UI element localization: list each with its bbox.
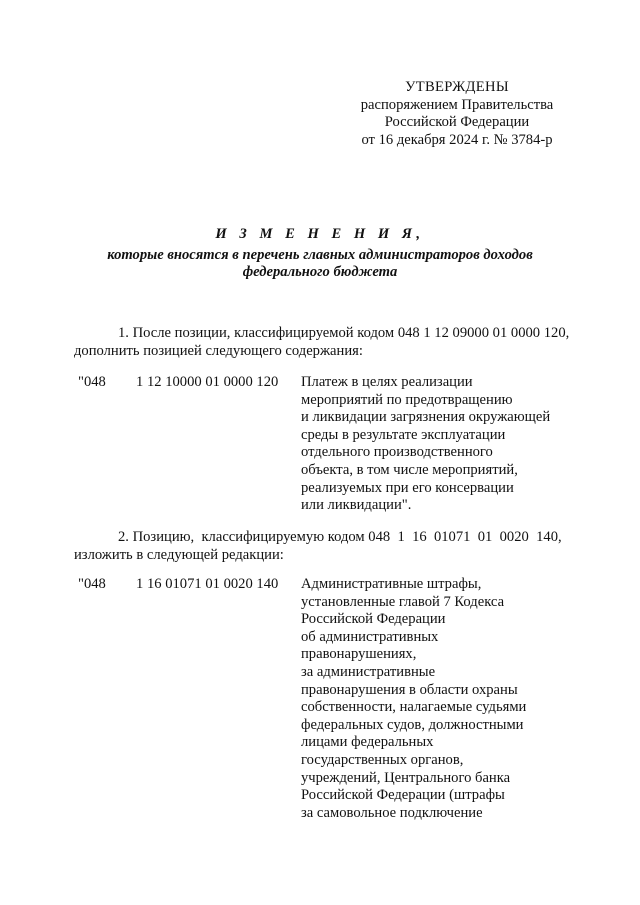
entry-line: и ликвидации загрязнения окружающей [301, 409, 551, 426]
entry-line: лицами федеральных [301, 734, 434, 751]
entry-line: федеральных судов, должностными [301, 716, 524, 733]
entry-line: собственности, налагаемые судьями [301, 699, 527, 716]
admin-code: "048 [78, 576, 106, 592]
entry-description [301, 576, 571, 822]
entry-line: государственных органов, [301, 751, 464, 768]
paragraph-line: изложить в следующей редакции: [74, 546, 284, 563]
approval-line: распоряжением Правительства [360, 96, 554, 113]
paragraph-line: 1. После позиции, классифицируемой кодом 048 1 12 09000 01 0000 120, [118, 325, 570, 341]
admin-code: "048 [78, 374, 106, 390]
entry-line: установленные главой 7 Кодекса [301, 593, 505, 610]
entry-line: Российской Федерации (штрафы [301, 787, 505, 804]
entry-line: объекта, в том числе мероприятий, [301, 461, 518, 478]
entry-line: правонарушения в области охраны [301, 681, 518, 698]
entry-line: за административные [301, 663, 436, 680]
entry-description [301, 374, 571, 515]
approval-stamp [352, 79, 562, 149]
subtitle-line: федерального бюджета [242, 264, 398, 281]
document-title [60, 226, 580, 282]
entry-line: Административные штрафы, [301, 576, 482, 592]
title-subtitle [60, 247, 580, 282]
paragraph-line: дополнить позицией следующего содержания: [74, 342, 363, 359]
entry-line: или ликвидации". [301, 497, 412, 514]
entry-line: Российской Федерации [301, 611, 446, 628]
item-1-paragraph [74, 325, 574, 360]
subtitle-line: которые вносятся в перечень главных администраторов доходов [107, 246, 533, 263]
entry-line: учреждений, Центрального банка [301, 769, 511, 786]
entry-line: за самовольное подключение [301, 804, 483, 821]
approval-heading: УТВЕРЖДЕНЫ [405, 79, 509, 95]
entry-line: правонарушениях, [301, 646, 417, 663]
entry-line: среды в результате эксплуатации [301, 426, 506, 443]
entry-line: Платеж в целях реализации [301, 374, 473, 390]
entry-line: об административных [301, 628, 439, 645]
entry-line: мероприятий по предотвращению [301, 391, 513, 408]
revenue-code: 1 16 01071 01 0020 140 [136, 576, 279, 592]
approval-line: Российской Федерации [384, 114, 530, 131]
item-2-paragraph [74, 529, 574, 564]
entry-line: реализуемых при его консервации [301, 479, 514, 496]
paragraph-line: 2. Позицию, классифицируемую кодом 048 1 16 01071 01 0020 140, [118, 529, 562, 545]
title-main: И З М Е Н Е Н И Я, [215, 226, 425, 242]
approval-line: от 16 декабря 2024 г. № 3784-р [361, 131, 553, 148]
revenue-code: 1 12 10000 01 0000 120 [136, 374, 279, 390]
entry-line: отдельного производственного [301, 444, 493, 461]
